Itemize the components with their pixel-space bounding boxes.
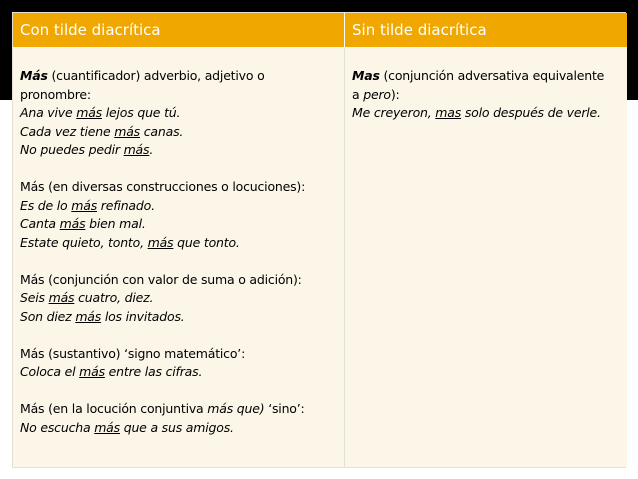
example-line: Ana vive más lejos que tú.: [20, 105, 181, 120]
mas-locuciones-definition: Más (en diversas construcciones o locuciones):: [20, 179, 306, 194]
example-line: Es de lo más refinado.: [20, 197, 155, 213]
example-line: Son diez más los invitados.: [20, 308, 185, 324]
cell-con-tilde: Más (cuantificador) adverbio, adjetivo o pronombre: Ana vive más lejos que tú. Cada vez tiene más canas. No puedes pedir más. Más (en diversas construcciones o locuciones): Es de lo más refinado. Canta más bien mal. Estate quieto, tonto, más que tonto. Más (conjunción con valor de suma o adición): Seis más cuatro, diez. Son diez más los invitados. Más (sustantivo) ‘signo matemático’: Coloca el más entre las cifras. Más (en la locución conjuntiva más que) ‘sino’: No escucha más que a sus amigos.: [13, 47, 344, 467]
example-line: Cada vez tiene más canas.: [20, 123, 184, 139]
example-line: No escucha más que a sus amigos.: [20, 419, 234, 435]
mas-cuantificador-definition: Más (cuantificador) adverbio, adjetivo o: [20, 68, 265, 83]
example-line: Canta más bien mal.: [20, 216, 146, 231]
example-line: Coloca el más entre las cifras.: [20, 364, 203, 379]
mas-sustantivo-definition: Más (sustantivo) ‘signo matemático’:: [20, 345, 246, 361]
mas-adversativa-definition: Mas (conjunción adversativa equivalente: [352, 68, 605, 83]
mas-conjuncion-definition: Más (conjunción con valor de suma o adición):: [20, 271, 302, 287]
tilde-diacritica-table: [12, 12, 626, 468]
mas-que-definition: Más (en la locución conjuntiva más que) ‘sino’:: [20, 401, 305, 416]
header-sin-tilde: Sin tilde diacrítica: [344, 13, 627, 47]
header-con-tilde: Con tilde diacrítica: [13, 13, 344, 47]
example-line: Estate quieto, tonto, más que tonto.: [20, 234, 240, 250]
example-line: Seis más cuatro, diez.: [20, 290, 154, 305]
example-line: No puedes pedir más.: [20, 142, 154, 157]
cell-sin-tilde: Mas (conjunción adversativa equivalente a pero): Me creyeron, mas solo después de verle.: [344, 47, 627, 467]
example-line: Me creyeron, mas solo después de verle.: [352, 105, 601, 120]
